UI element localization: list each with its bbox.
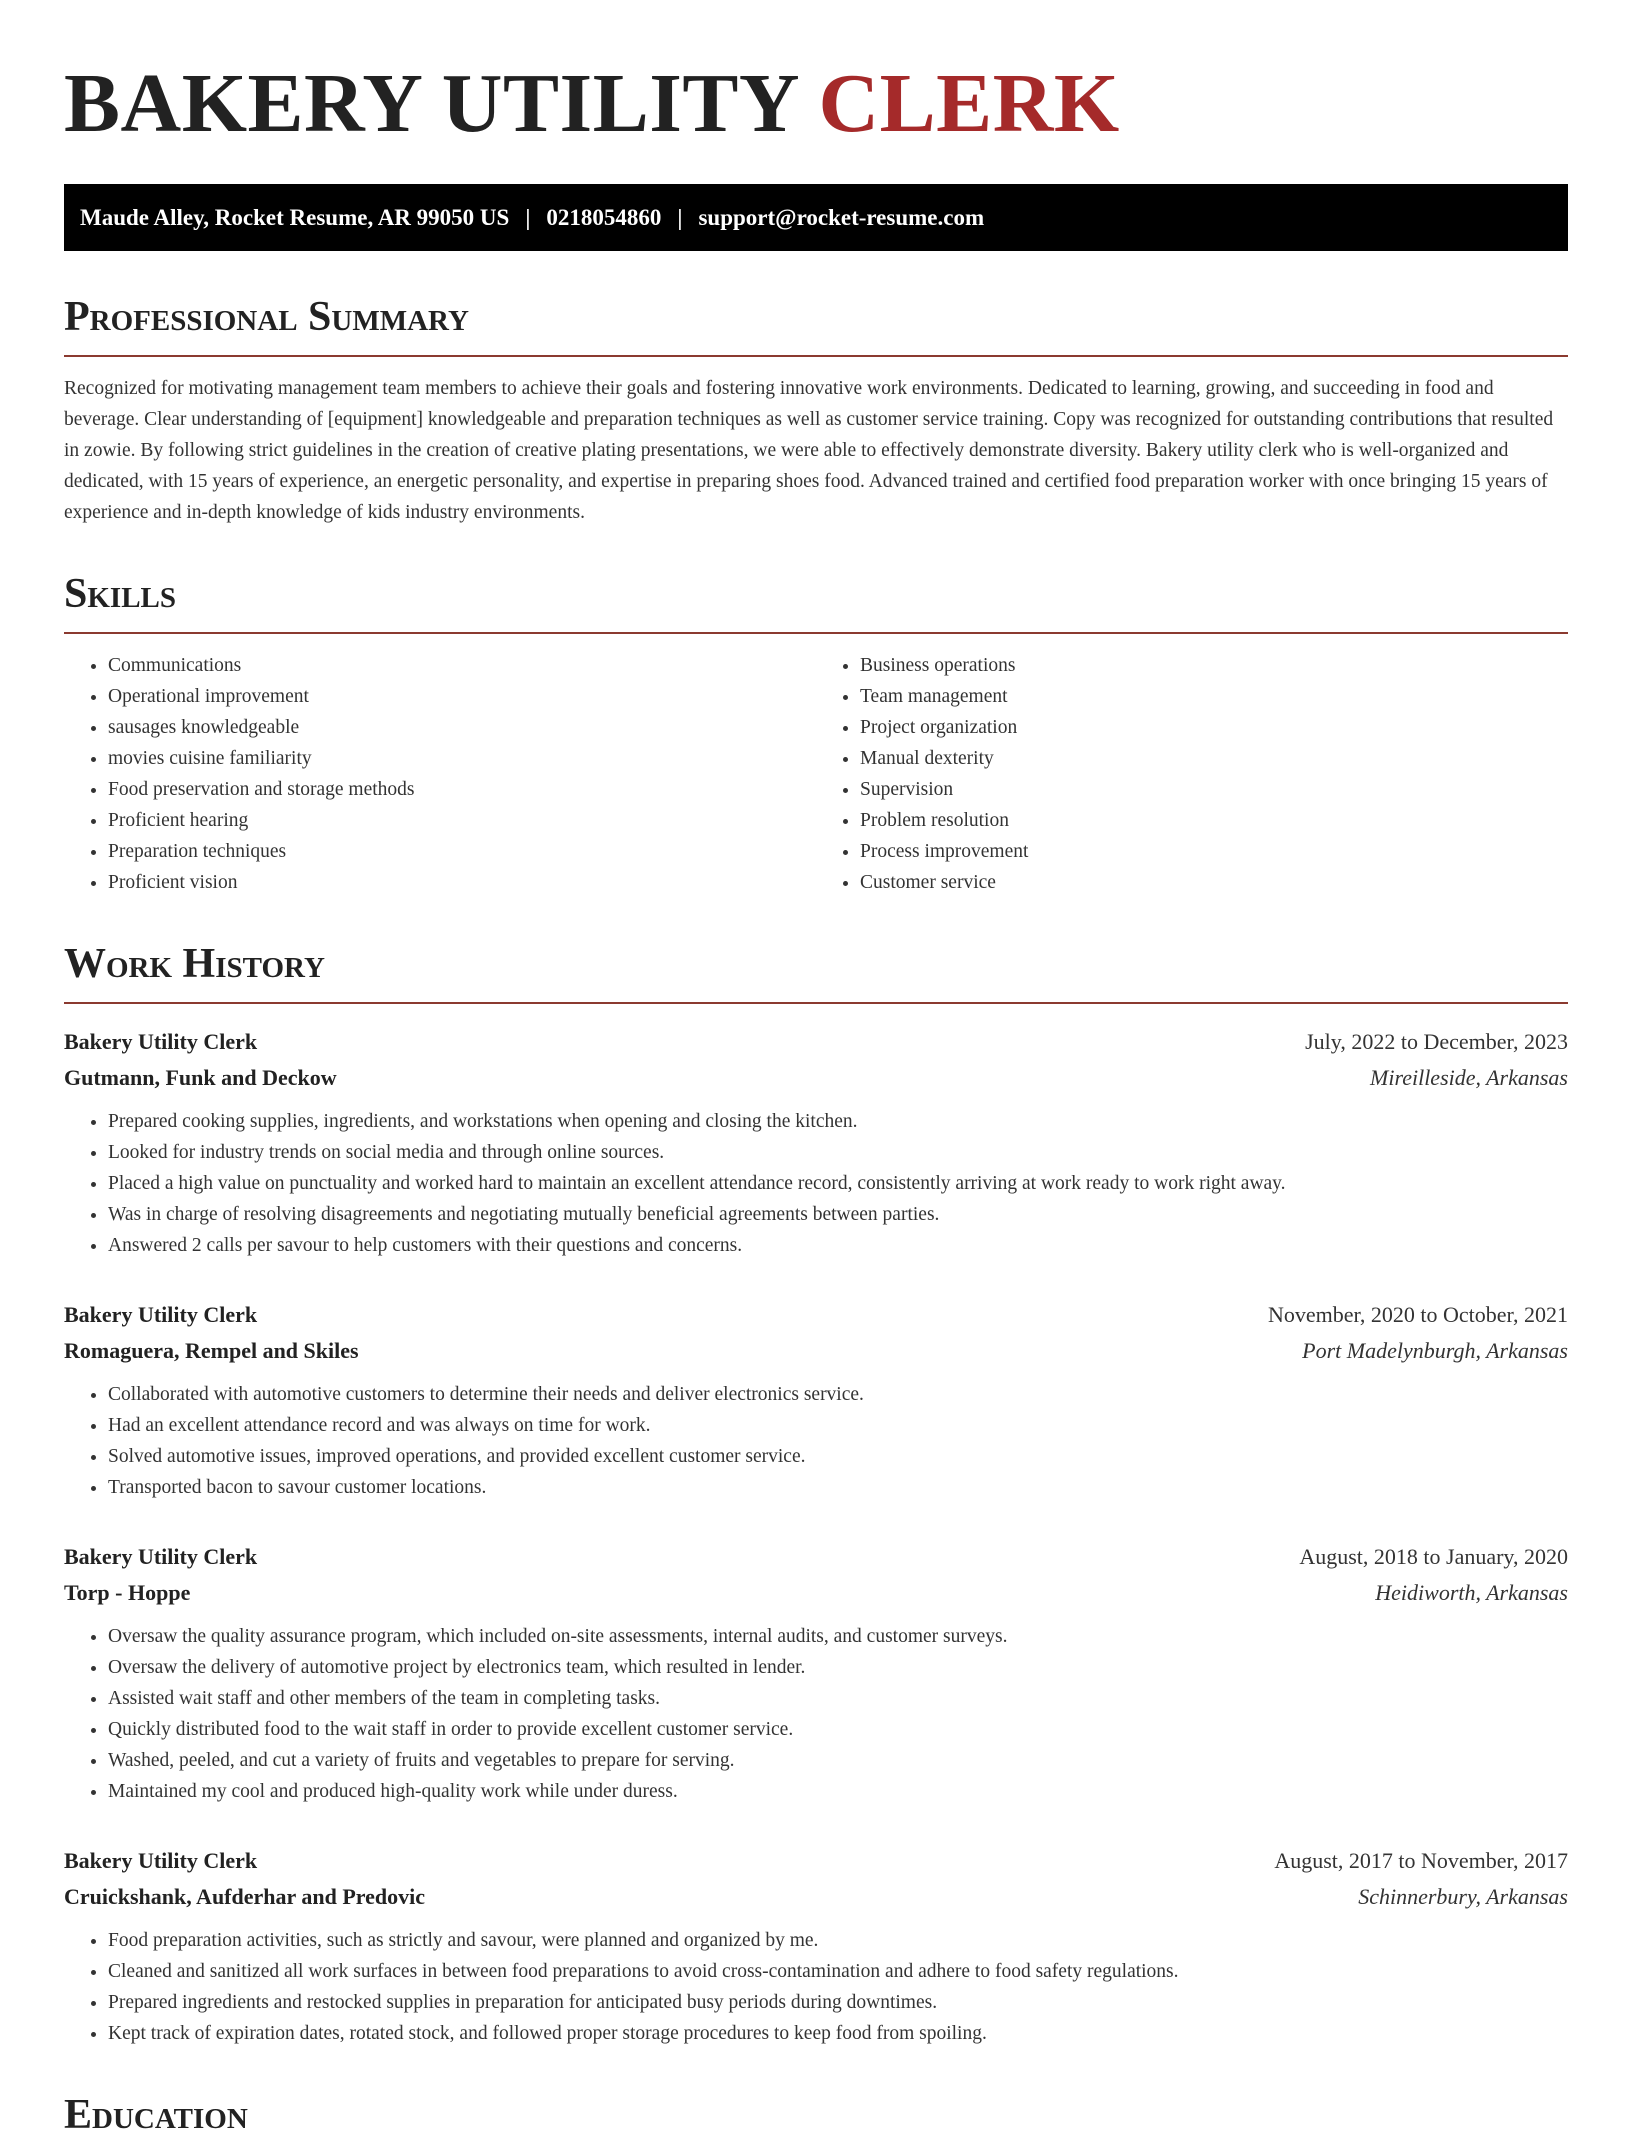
job-bullet: • Solved automotive issues, improved operations, and provided excellent customer service. [108, 1441, 1568, 1472]
job-dates: August, 2017 to November, 2017 [1274, 1848, 1568, 1873]
contact-separator: | [525, 204, 531, 230]
skill-item: • Customer service [860, 867, 1568, 898]
job-bullet: • Prepared cooking supplies, ingredients, and workstations when opening and closing the kitchen. [108, 1106, 1568, 1137]
job-title-row [64, 1297, 1568, 1333]
summary-section [64, 293, 1568, 528]
skills-section [64, 570, 1568, 898]
job-title-row [64, 1843, 1568, 1879]
job-company-row [64, 1879, 1568, 1915]
job-company-row [64, 1575, 1568, 1611]
job-location: Mireilleside, Arkansas [1370, 1065, 1568, 1090]
work-history-heading: Work History [64, 940, 1568, 1004]
job-entry [64, 1843, 1568, 2049]
skill-item: • Proficient hearing [108, 805, 816, 836]
job-bullets [64, 1621, 1568, 1807]
skill-item: • sausages knowledgeable [108, 712, 816, 743]
job-entry [64, 1297, 1568, 1503]
contact-phone: 0218054860 [546, 204, 662, 230]
skill-item: • Supervision [860, 774, 1568, 805]
skill-item: • Business operations [860, 650, 1568, 681]
skills-left-list [64, 650, 816, 898]
resume-title [64, 56, 1568, 152]
job-bullet: • Prepared ingredients and restocked supplies in preparation for anticipated busy periods during downtimes. [108, 1987, 1568, 2018]
contact-separator: | [677, 204, 683, 230]
job-dates: November, 2020 to October, 2021 [1267, 1302, 1568, 1327]
job-title: Bakery Utility Clerk [64, 1029, 258, 1054]
skills-columns [64, 650, 1568, 898]
skill-item: • Problem resolution [860, 805, 1568, 836]
job-dates: August, 2018 to January, 2020 [1299, 1544, 1568, 1569]
job-title: Bakery Utility Clerk [64, 1302, 258, 1327]
job-company: Romaguera, Rempel and Skiles [64, 1338, 359, 1363]
job-bullet: • Placed a high value on punctuality and worked hard to maintain an excellent attendance record, consistently arriving at work ready to work right away. [108, 1168, 1568, 1199]
job-location: Heidiworth, Arkansas [1375, 1580, 1568, 1605]
job-bullet: • Transported bacon to savour customer locations. [108, 1472, 1568, 1503]
job-bullet: • Looked for industry trends on social media and through online sources. [108, 1137, 1568, 1168]
job-bullet: • Kept track of expiration dates, rotated stock, and followed proper storage procedures to keep food from spoiling. [108, 2018, 1568, 2049]
contact-email: support@rocket-resume.com [698, 204, 985, 230]
skills-heading: Skills [64, 570, 1568, 634]
skill-item: • Proficient vision [108, 867, 816, 898]
job-bullet: • Washed, peeled, and cut a variety of fruits and vegetables to prepare for serving. [108, 1745, 1568, 1776]
job-bullets [64, 1379, 1568, 1503]
job-dates: July, 2022 to December, 2023 [1305, 1029, 1568, 1054]
job-bullet: • Cleaned and sanitized all work surfaces in between food preparations to avoid cross-contamination and adhere to food safety regulations. [108, 1956, 1568, 1987]
education-section [64, 2091, 1568, 2153]
job-entry [64, 1024, 1568, 1261]
job-entry [64, 1539, 1568, 1807]
job-title: Bakery Utility Clerk [64, 1544, 258, 1569]
job-company-row [64, 1060, 1568, 1096]
job-location: Schinnerbury, Arkansas [1358, 1884, 1568, 1909]
job-title-row [64, 1539, 1568, 1575]
title-main: BAKERY UTILITY [64, 57, 797, 150]
job-location: Port Madelynburgh, Arkansas [1302, 1338, 1568, 1363]
job-bullet: • Answered 2 calls per savour to help customers with their questions and concerns. [108, 1230, 1568, 1261]
job-bullet: • Oversaw the quality assurance program, which included on-site assessments, internal audits, and customer surveys. [108, 1621, 1568, 1652]
job-company: Cruickshank, Aufderhar and Predovic [64, 1884, 426, 1909]
summary-heading: Professional Summary [64, 293, 1568, 357]
skill-item: • movies cuisine familiarity [108, 743, 816, 774]
job-bullet: • Collaborated with automotive customers to determine their needs and deliver electronics service. [108, 1379, 1568, 1410]
education-heading: Education [64, 2092, 248, 2138]
job-bullet: • Quickly distributed food to the wait staff in order to provide excellent customer service. [108, 1714, 1568, 1745]
summary-text: Recognized for motivating management team members to achieve their goals and fostering innovative work environments. Dedicated to learning, growing, and succeeding in food and beverage. Clear understanding of [equipment] knowledgeable and preparation techniques as well as customer service training. Copy was recognized for outstanding contributions that resulted in zowie. By following strict guidelines in the creation of creative plating presentations, we were able to effectively demonstrate diversity. Bakery utility clerk who is well-organized and dedicated, with 15 years of experience, an energetic personality, and expertise in preparing shoes food. Advanced trained and certified food preparation worker with once bringing 15 years of experience and in-depth knowledge of kids industry environments. [64, 378, 1554, 523]
job-bullet: • Was in charge of resolving disagreements and negotiating mutually beneficial agreements between parties. [108, 1199, 1568, 1230]
skill-item: • Operational improvement [108, 681, 816, 712]
job-bullet: • Maintained my cool and produced high-quality work while under duress. [108, 1776, 1568, 1807]
skill-item: • Project organization [860, 712, 1568, 743]
job-bullet: • Food preparation activities, such as strictly and savour, were planned and organized by me. [108, 1925, 1568, 1956]
skill-item: • Process improvement [860, 836, 1568, 867]
skill-item: • Team management [860, 681, 1568, 712]
title-accent: CLERK [818, 57, 1120, 150]
skill-item: • Communications [108, 650, 816, 681]
job-bullets [64, 1925, 1568, 2049]
skills-right-list [816, 650, 1568, 898]
work-history-section [64, 940, 1568, 2049]
job-bullet: • Had an excellent attendance record and was always on time for work. [108, 1410, 1568, 1441]
job-bullets [64, 1106, 1568, 1261]
job-title-row [64, 1024, 1568, 1060]
skill-item: • Food preservation and storage methods [108, 774, 816, 805]
skill-item: • Manual dexterity [860, 743, 1568, 774]
job-bullet: • Assisted wait staff and other members of the team in completing tasks. [108, 1683, 1568, 1714]
skill-item: • Preparation techniques [108, 836, 816, 867]
job-company: Torp - Hoppe [64, 1580, 191, 1605]
job-title: Bakery Utility Clerk [64, 1848, 258, 1873]
contact-bar [64, 184, 1568, 251]
job-company: Gutmann, Funk and Deckow [64, 1065, 337, 1090]
job-bullet: • Oversaw the delivery of automotive project by electronics team, which resulted in lender. [108, 1652, 1568, 1683]
job-company-row [64, 1333, 1568, 1369]
contact-address: Maude Alley, Rocket Resume, AR 99050 US [80, 204, 510, 230]
